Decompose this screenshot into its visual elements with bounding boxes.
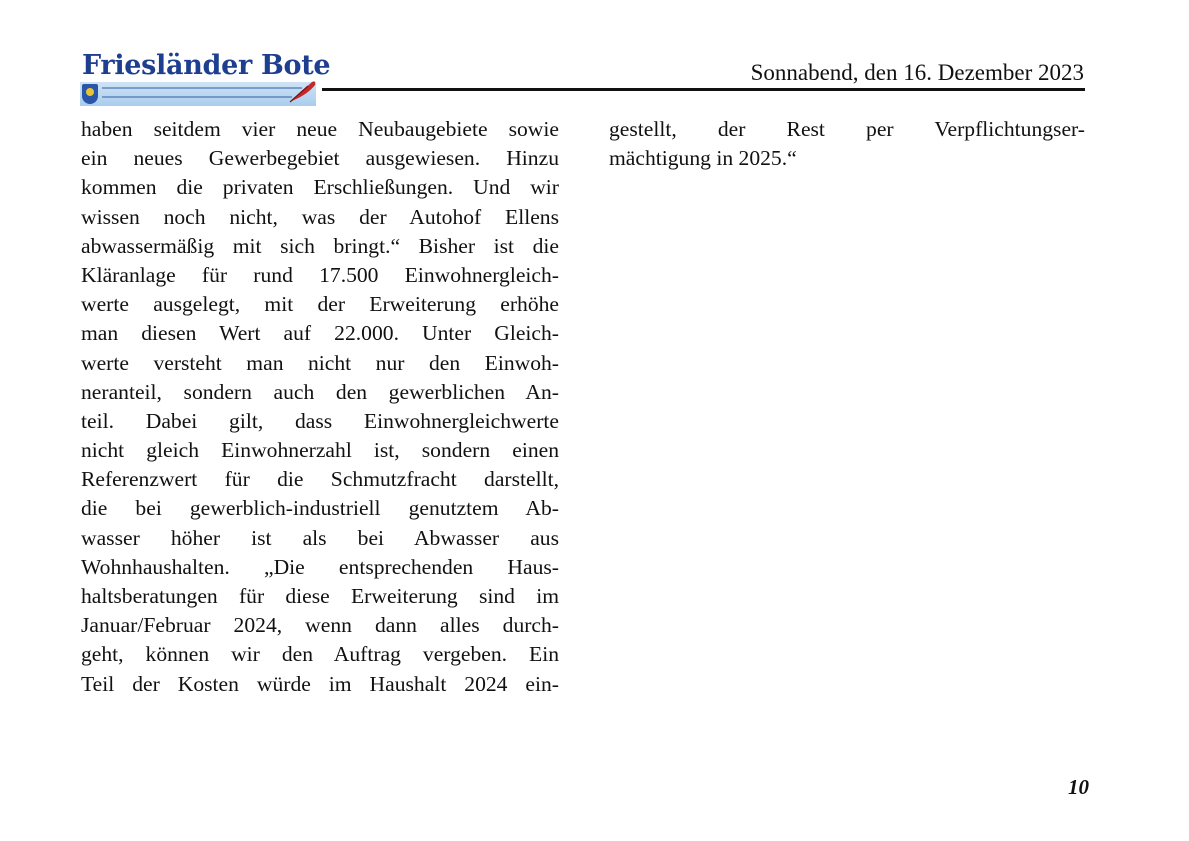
right-column bbox=[609, 115, 1085, 173]
masthead-logo bbox=[80, 50, 331, 108]
text-line: ein neues Gewerbegebiet ausgewiesen. Hinzu bbox=[81, 146, 559, 171]
header-rule bbox=[322, 88, 1085, 91]
text-line: Kläranlage für rund 17.500 Einwohnergleich- bbox=[81, 262, 559, 287]
text-line: wasser höher ist als bei Abwasser aus bbox=[81, 525, 559, 550]
issue-date: Sonnabend, den 16. Dezember 2023 bbox=[750, 60, 1084, 85]
text-line: Januar/Februar 2024, wenn dann alles durch- bbox=[81, 613, 559, 638]
text-line: geht, können wir den Auftrag vergeben. Ein bbox=[81, 642, 559, 667]
text-line: die bei gewerblich-industriell genutztem Ab- bbox=[81, 496, 559, 521]
text-line: mächtigung in 2025.“ bbox=[609, 146, 797, 171]
coat-of-arms-icon bbox=[82, 84, 98, 104]
text-line: haben seitdem vier neue Neubaugebiete sowie bbox=[81, 117, 559, 141]
text-line: teil. Dabei gilt, dass Einwohnergleichwerte bbox=[81, 408, 559, 433]
logo-band bbox=[80, 82, 316, 106]
left-column bbox=[81, 115, 559, 699]
text-line: neranteil, sondern auch den gewerblichen An- bbox=[81, 379, 559, 404]
text-line: werte versteht man nicht nur den Einwoh- bbox=[81, 350, 559, 375]
text-line: man diesen Wert auf 22.000. Unter Gleich- bbox=[81, 321, 559, 346]
text-line: abwassermäßig mit sich bringt.“ Bisher ist die bbox=[81, 233, 559, 258]
text-line: wissen noch nicht, was der Autohof Ellens bbox=[81, 204, 559, 229]
newspaper-logo-title: Friesländer Bote bbox=[82, 50, 331, 81]
text-line: nicht gleich Einwohnerzahl ist, sondern einen bbox=[81, 438, 559, 463]
text-line: Teil der Kosten würde im Haushalt 2024 ein- bbox=[81, 671, 559, 696]
text-line: kommen die privaten Erschließungen. Und wir bbox=[81, 175, 559, 200]
text-line: gestellt, der Rest per Verpflichtungser- bbox=[609, 117, 1085, 141]
text-line: haltsberatungen für diese Erweiterung sind im bbox=[81, 584, 559, 608]
page-number: 10 bbox=[1068, 775, 1089, 799]
text-line: Referenzwert für die Schmutzfracht darstellt, bbox=[81, 467, 559, 492]
text-line: Wohnhaushalten. „Die entsprechenden Haus- bbox=[81, 554, 559, 579]
text-line: werte ausgelegt, mit der Erweiterung erhöhe bbox=[81, 292, 559, 317]
